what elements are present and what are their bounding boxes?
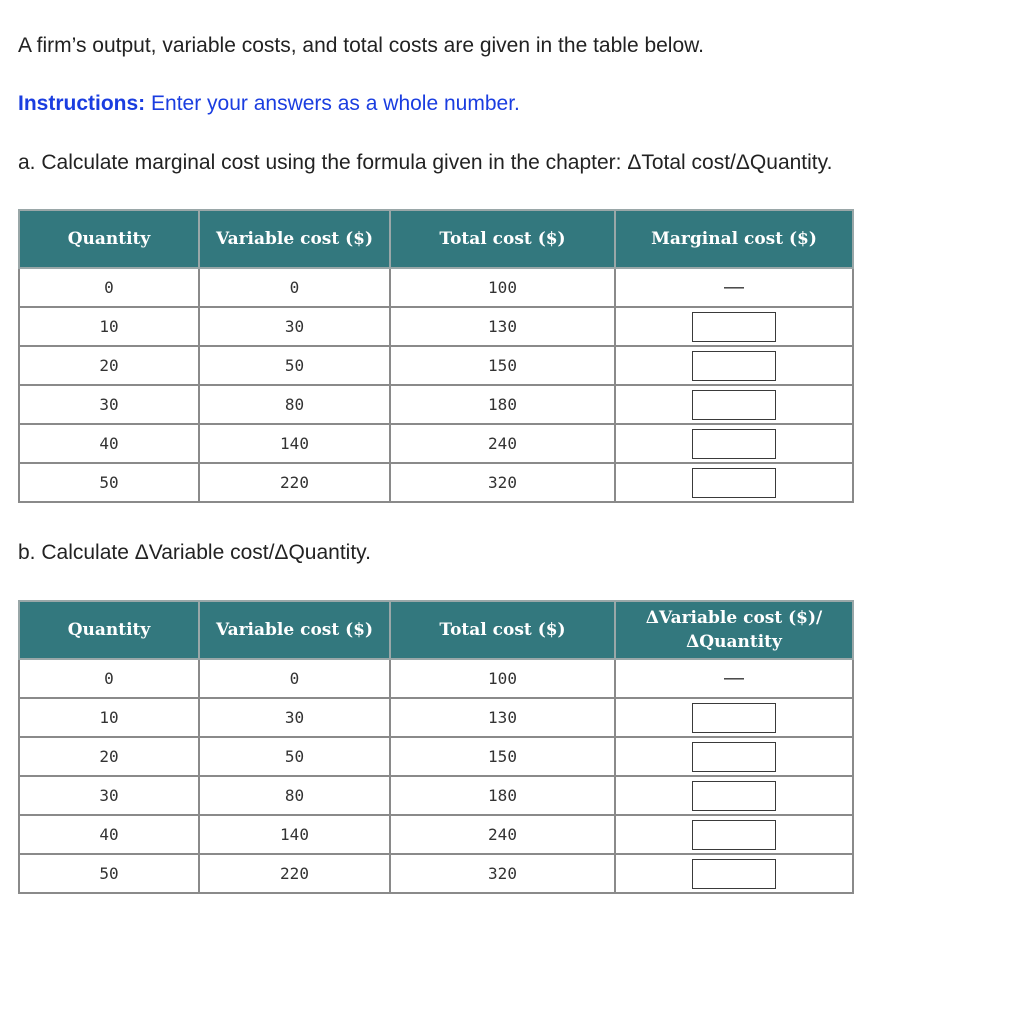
variable-cost-cell: 80 [199, 385, 390, 424]
total-cost-cell: 100 [390, 659, 615, 698]
total-cost-cell: 100 [390, 268, 615, 307]
quantity-cell: 50 [19, 854, 199, 893]
total-cost-cell: 130 [390, 698, 615, 737]
table-row [19, 698, 853, 737]
total-cost-cell: 150 [390, 346, 615, 385]
quantity-cell: 0 [19, 659, 199, 698]
table-row [19, 385, 853, 424]
delta-variable-cost-input[interactable] [692, 703, 776, 733]
quantity-cell: 10 [19, 307, 199, 346]
answer-cell [615, 385, 853, 424]
header-variable-cost: Variable cost ($) [199, 210, 390, 268]
quantity-cell: 30 [19, 776, 199, 815]
instructions-text: Enter your answers as a whole number. [145, 92, 520, 115]
answer-cell [615, 659, 853, 698]
answer-cell [615, 737, 853, 776]
marginal-cost-input[interactable] [692, 312, 776, 342]
header-marginal-cost: Marginal cost ($) [615, 210, 853, 268]
delta-variable-cost-input[interactable] [692, 820, 776, 850]
table-header-row [19, 601, 853, 659]
variable-cost-cell: 140 [199, 815, 390, 854]
delta-variable-cost-input[interactable] [692, 859, 776, 889]
answer-cell [615, 346, 853, 385]
variable-cost-cell: 140 [199, 424, 390, 463]
total-cost-cell: 130 [390, 307, 615, 346]
delta-variable-cost-input[interactable] [692, 742, 776, 772]
variable-cost-cell: 0 [199, 268, 390, 307]
table-row [19, 659, 853, 698]
header-total-cost: Total cost ($) [390, 601, 615, 659]
variable-cost-cell: 30 [199, 698, 390, 737]
quantity-cell: 0 [19, 268, 199, 307]
intro-text: A firm’s output, variable costs, and total costs are given in the table below. [18, 34, 704, 57]
quantity-cell: 30 [19, 385, 199, 424]
marginal-cost-table [18, 209, 854, 503]
variable-cost-cell: 30 [199, 307, 390, 346]
total-cost-cell: 150 [390, 737, 615, 776]
answer-cell [615, 815, 853, 854]
quantity-cell: 40 [19, 424, 199, 463]
table-row [19, 737, 853, 776]
answer-cell [615, 424, 853, 463]
marginal-cost-input[interactable] [692, 351, 776, 381]
table-row [19, 854, 853, 893]
marginal-cost-input[interactable] [692, 390, 776, 420]
instructions [18, 92, 520, 116]
dash-placeholder: — [724, 667, 744, 689]
table-row [19, 463, 853, 502]
header-total-cost: Total cost ($) [390, 210, 615, 268]
variable-cost-cell: 50 [199, 346, 390, 385]
marginal-cost-input[interactable] [692, 468, 776, 498]
quantity-cell: 20 [19, 737, 199, 776]
part-a-prompt: a. Calculate marginal cost using the formula given in the chapter: ΔTotal cost/ΔQuantity. [18, 151, 833, 174]
header-delta-variable-cost: ΔVariable cost ($)/ ΔQuantity [615, 601, 853, 659]
total-cost-cell: 180 [390, 385, 615, 424]
quantity-cell: 20 [19, 346, 199, 385]
marginal-cost-input[interactable] [692, 429, 776, 459]
table-row [19, 815, 853, 854]
answer-cell [615, 854, 853, 893]
variable-cost-cell: 220 [199, 463, 390, 502]
instructions-label: Instructions: [18, 92, 146, 115]
total-cost-cell: 240 [390, 815, 615, 854]
quantity-cell: 50 [19, 463, 199, 502]
variable-cost-cell: 0 [199, 659, 390, 698]
variable-cost-ratio-table [18, 600, 854, 894]
answer-cell [615, 268, 853, 307]
header-quantity: Quantity [19, 210, 199, 268]
header-quantity: Quantity [19, 601, 199, 659]
header-variable-cost: Variable cost ($) [199, 601, 390, 659]
table-row [19, 307, 853, 346]
variable-cost-cell: 80 [199, 776, 390, 815]
total-cost-cell: 180 [390, 776, 615, 815]
variable-cost-cell: 220 [199, 854, 390, 893]
quantity-cell: 10 [19, 698, 199, 737]
variable-cost-cell: 50 [199, 737, 390, 776]
part-b-prompt: b. Calculate ΔVariable cost/ΔQuantity. [18, 541, 371, 564]
table-row [19, 424, 853, 463]
answer-cell [615, 776, 853, 815]
dash-placeholder: — [724, 276, 744, 298]
quantity-cell: 40 [19, 815, 199, 854]
answer-cell [615, 463, 853, 502]
table-row [19, 346, 853, 385]
delta-variable-cost-input[interactable] [692, 781, 776, 811]
table-row [19, 268, 853, 307]
table-header-row [19, 210, 853, 268]
total-cost-cell: 320 [390, 854, 615, 893]
answer-cell [615, 698, 853, 737]
total-cost-cell: 320 [390, 463, 615, 502]
answer-cell [615, 307, 853, 346]
table-row [19, 776, 853, 815]
total-cost-cell: 240 [390, 424, 615, 463]
